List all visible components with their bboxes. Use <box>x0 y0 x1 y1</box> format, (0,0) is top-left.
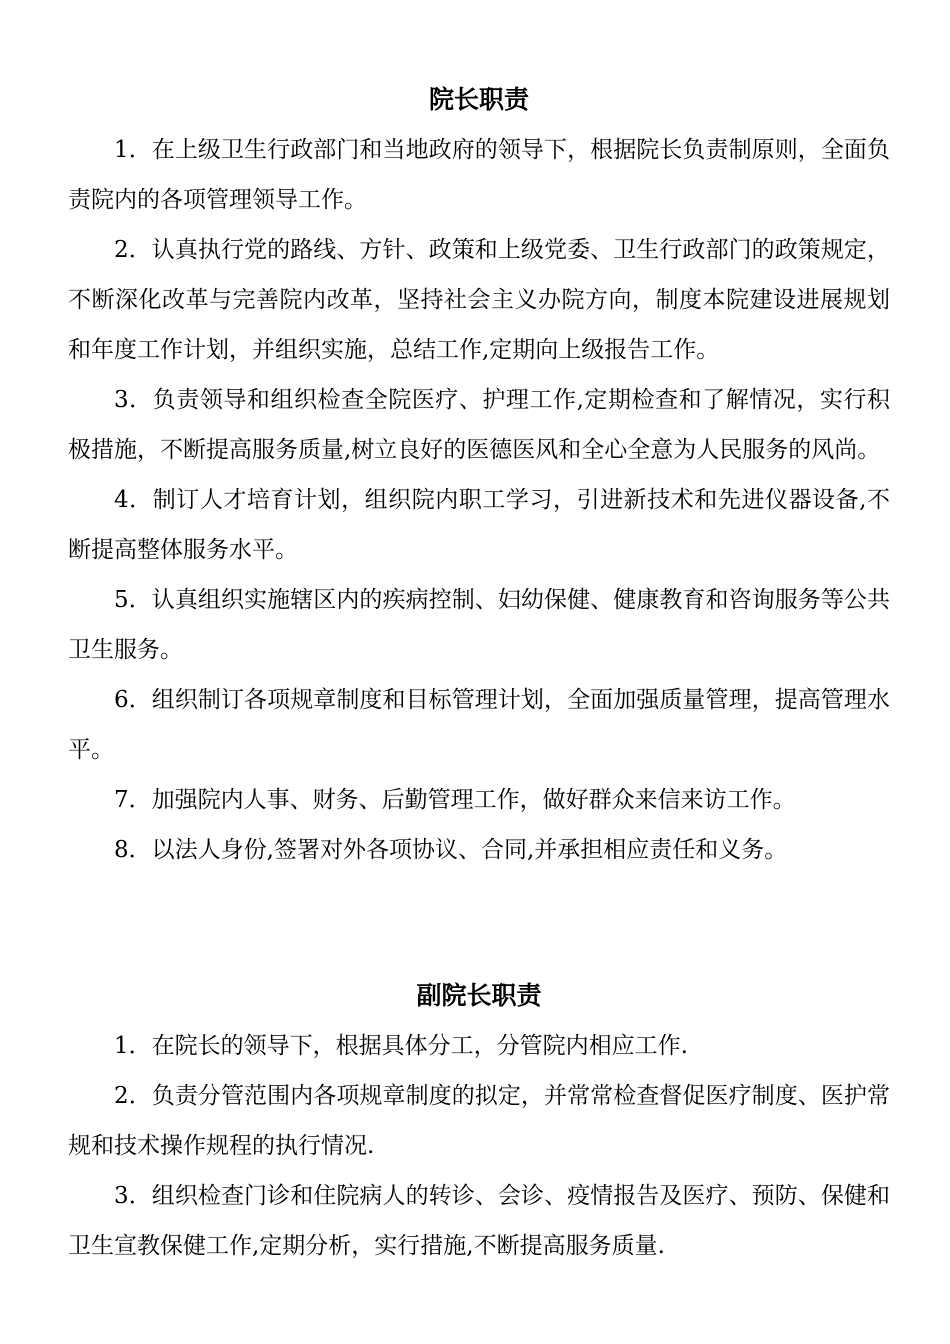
duty-item: 2．认真执行党的路线、方针、政策和上级党委、卫生行政部门的政策规定，不断深化改革与完善院内改革，坚持社会主义办院方向，制度本院建设进展规划和年度工作计划，并组织实施，总结工作,定期向上级报告工作。 <box>68 237 890 363</box>
duty-item: 3．负责领导和组织检查全院医疗、护理工作,定期检查和了解情况，实行积极措施，不断提高服务质量,树立良好的医德医风和全心全意为人民服务的风尚。 <box>68 387 890 463</box>
section-vice-president-duties <box>68 971 890 1271</box>
section-title: 院长职责 <box>428 85 529 114</box>
duty-item: 6．组织制订各项规章制度和目标管理计划，全面加强质量管理，提高管理水平。 <box>68 687 890 763</box>
duty-item: 2．负责分管范围内各项规章制度的拟定，并常常检查督促医疗制度、医护常规和技术操作规程的执行情况. <box>68 1083 890 1159</box>
duty-item: 5．认真组织实施辖区内的疾病控制、妇幼保健、健康教育和咨询服务等公共卫生服务。 <box>68 587 890 663</box>
duty-item: 4．制订人才培育计划，组织院内职工学习，引进新技术和先进仪器设备,不断提高整体服务水平。 <box>68 487 890 563</box>
duty-item: 3．组织检查门诊和住院病人的转诊、会诊、疫情报告及医疗、预防、保健和卫生宣教保健工作,定期分析，实行措施,不断提高服务质量. <box>68 1183 890 1259</box>
section-title: 副院长职责 <box>416 981 542 1010</box>
duty-item: 8．以法人身份,签署对外各项协议、合同,并承担相应责任和义务。 <box>114 837 788 863</box>
duty-item: 1．在上级卫生行政部门和当地政府的领导下，根据院长负责制原则，全面负责院内的各项管理领导工作。 <box>68 137 890 213</box>
section-president-duties <box>68 75 890 875</box>
duty-item: 7．加强院内人事、财务、后勤管理工作，做好群众来信来访工作。 <box>114 787 796 813</box>
duty-item: 1．在院长的领导下，根据具体分工，分管院内相应工作. <box>114 1033 688 1059</box>
